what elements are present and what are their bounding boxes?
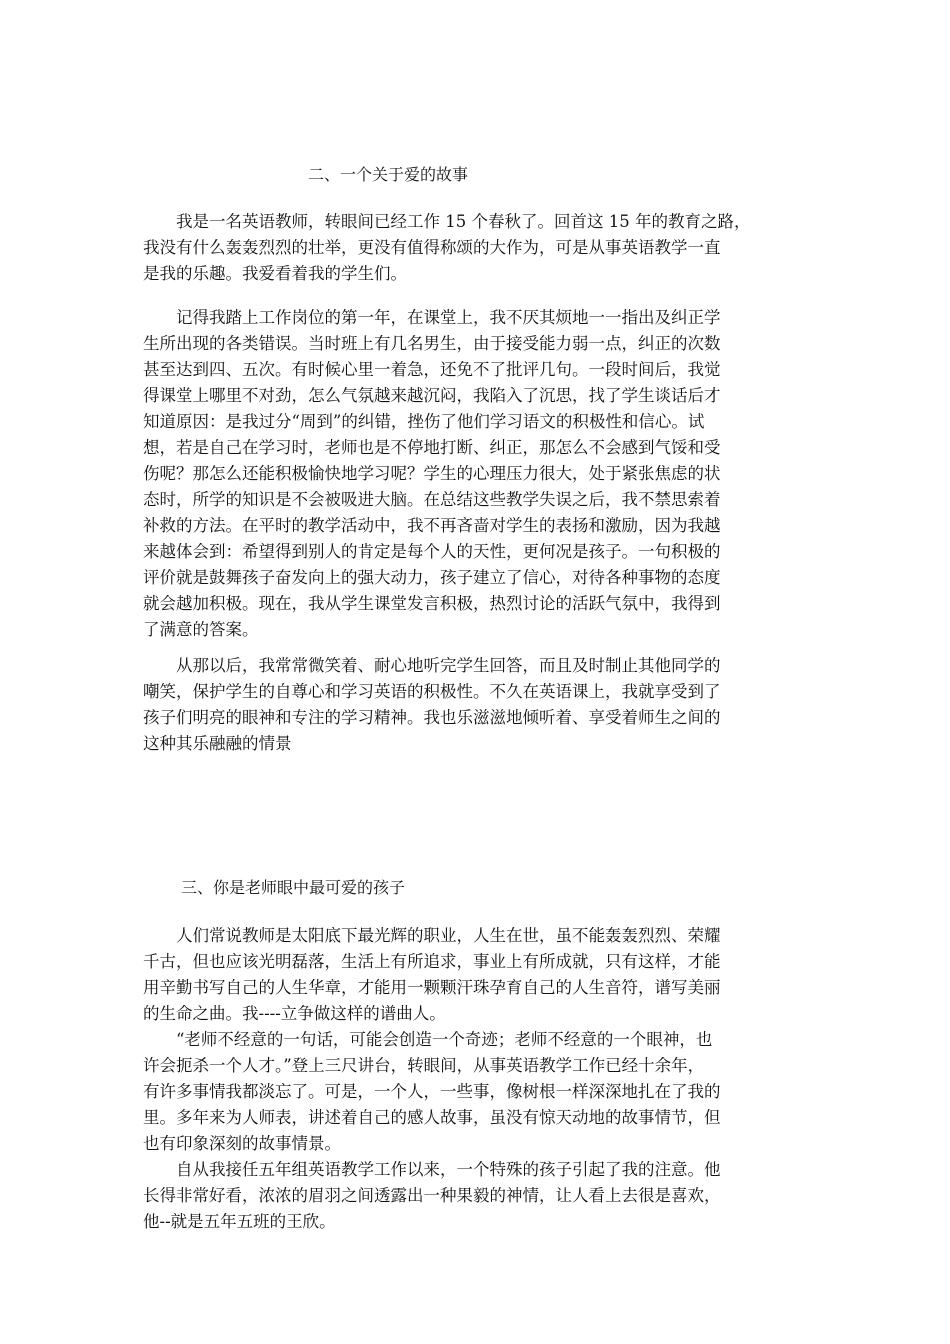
text-line: 我没有什么轰轰烈烈的壮举，更没有值得称颂的大作为，可是从事英语教学一直 bbox=[143, 238, 721, 257]
text-line: 人们常说教师是太阳底下最光辉的职业，人生在世，虽不能轰轰烈烈、荣耀 bbox=[143, 926, 721, 945]
text-line: 评价就是鼓舞孩子奋发向上的强大动力，孩子建立了信心，对待各种事物的态度 bbox=[143, 568, 721, 587]
text-line: 是我的乐趣。我爱看着我的学生们。 bbox=[143, 264, 407, 283]
section-2-paragraph-3 bbox=[143, 653, 813, 757]
text-line: 许会扼杀一个人才。”登上三尺讲台，转眼间，从事英语教学工作已经十余年， bbox=[143, 1056, 705, 1075]
text-line: 里。多年来为人师表，讲述着自己的感人故事，虽没有惊天动地的故事情节，但 bbox=[143, 1108, 721, 1127]
section-2-heading: 二、一个关于爱的故事 bbox=[308, 165, 469, 184]
text-line: 想，若是自己在学习时，老师也是不停地打断、纠正，那怎么不会感到气馁和受 bbox=[143, 438, 721, 457]
text-line: 生所出现的各类错误。当时班上有几名男生，由于接受能力弱一点，纠正的次数 bbox=[143, 334, 721, 353]
text-line: 了满意的答案。 bbox=[143, 620, 259, 639]
text-line: 得课堂上哪里不对劲，怎么气氛越来越沉闷，我陷入了沉思，找了学生谈话后才 bbox=[143, 386, 721, 405]
text-line: 我是一名英语教师，转眼间已经工作 15 个春秋了。回首这 15 年的教育之路， bbox=[143, 212, 751, 231]
section-3-body bbox=[143, 923, 813, 1235]
text-line: 知道原因：是我过分“周到”的纠错，挫伤了他们学习语文的积极性和信心。试 bbox=[143, 412, 705, 431]
text-line: 甚至达到四、五次。有时候心里一着急，还免不了批评几句。一段时间后，我觉 bbox=[143, 360, 721, 379]
text-line: 态时，所学的知识是不会被吸进大脑。在总结这些教学失误之后，我不禁思索着 bbox=[143, 490, 721, 509]
text-line: 孩子们明亮的眼神和专注的学习精神。我也乐滋滋地倾听着、享受着师生之间的 bbox=[143, 708, 721, 727]
section-2-paragraph-2 bbox=[143, 305, 813, 643]
text-line: 用辛勤书写自己的人生华章，才能用一颗颗汗珠孕育自己的人生音符，谱写美丽 bbox=[143, 978, 721, 997]
text-line: 有许多事情我都淡忘了。可是，一个人，一些事，像树根一样深深地扎在了我的 bbox=[143, 1082, 721, 1101]
text-line: 他--就是五年五班的王欣。 bbox=[143, 1212, 336, 1231]
text-line: 就会越加积极。现在，我从学生课堂发言积极，热烈讨论的活跃气氛中，我得到 bbox=[143, 594, 721, 613]
text-line: 伤呢？那怎么还能积极愉快地学习呢？学生的心理压力很大，处于紧张焦虑的状 bbox=[143, 464, 721, 483]
text-line: 记得我踏上工作岗位的第一年，在课堂上，我不厌其烦地一一指出及纠正学 bbox=[143, 308, 721, 327]
text-line: 从那以后，我常常微笑着、耐心地听完学生回答，而且及时制止其他同学的 bbox=[143, 656, 721, 675]
section-3-heading: 三、你是老师眼中最可爱的孩子 bbox=[181, 878, 406, 897]
text-line: 长得非常好看，浓浓的眉羽之间透露出一种果毅的神情，让人看上去很是喜欢， bbox=[143, 1186, 721, 1205]
text-line: 补救的方法。在平时的教学活动中，我不再吝啬对学生的表扬和激励，因为我越 bbox=[143, 516, 721, 535]
text-line: 自从我接任五年组英语教学工作以来，一个特殊的孩子引起了我的注意。他 bbox=[143, 1160, 721, 1179]
text-line: “老师不经意的一句话，可能会创造一个奇迹；老师不经意的一个眼神，也 bbox=[143, 1030, 713, 1049]
text-line: 也有印象深刻的故事情景。 bbox=[143, 1134, 341, 1153]
text-line: 来越体会到：希望得到别人的肯定是每个人的天性，更何况是孩子。一句积极的 bbox=[143, 542, 721, 561]
text-line: 嘲笑，保护学生的自尊心和学习英语的积极性。不久在英语课上，我就享受到了 bbox=[143, 682, 721, 701]
text-line: 千古，但也应该光明磊落，生活上有所追求，事业上有所成就，只有这样，才能 bbox=[143, 952, 721, 971]
text-line: 的生命之曲。我----立争做这样的谱曲人。 bbox=[143, 1004, 446, 1023]
text-line: 这种其乐融融的情景 bbox=[143, 734, 292, 753]
section-2-paragraph-1 bbox=[143, 209, 813, 287]
